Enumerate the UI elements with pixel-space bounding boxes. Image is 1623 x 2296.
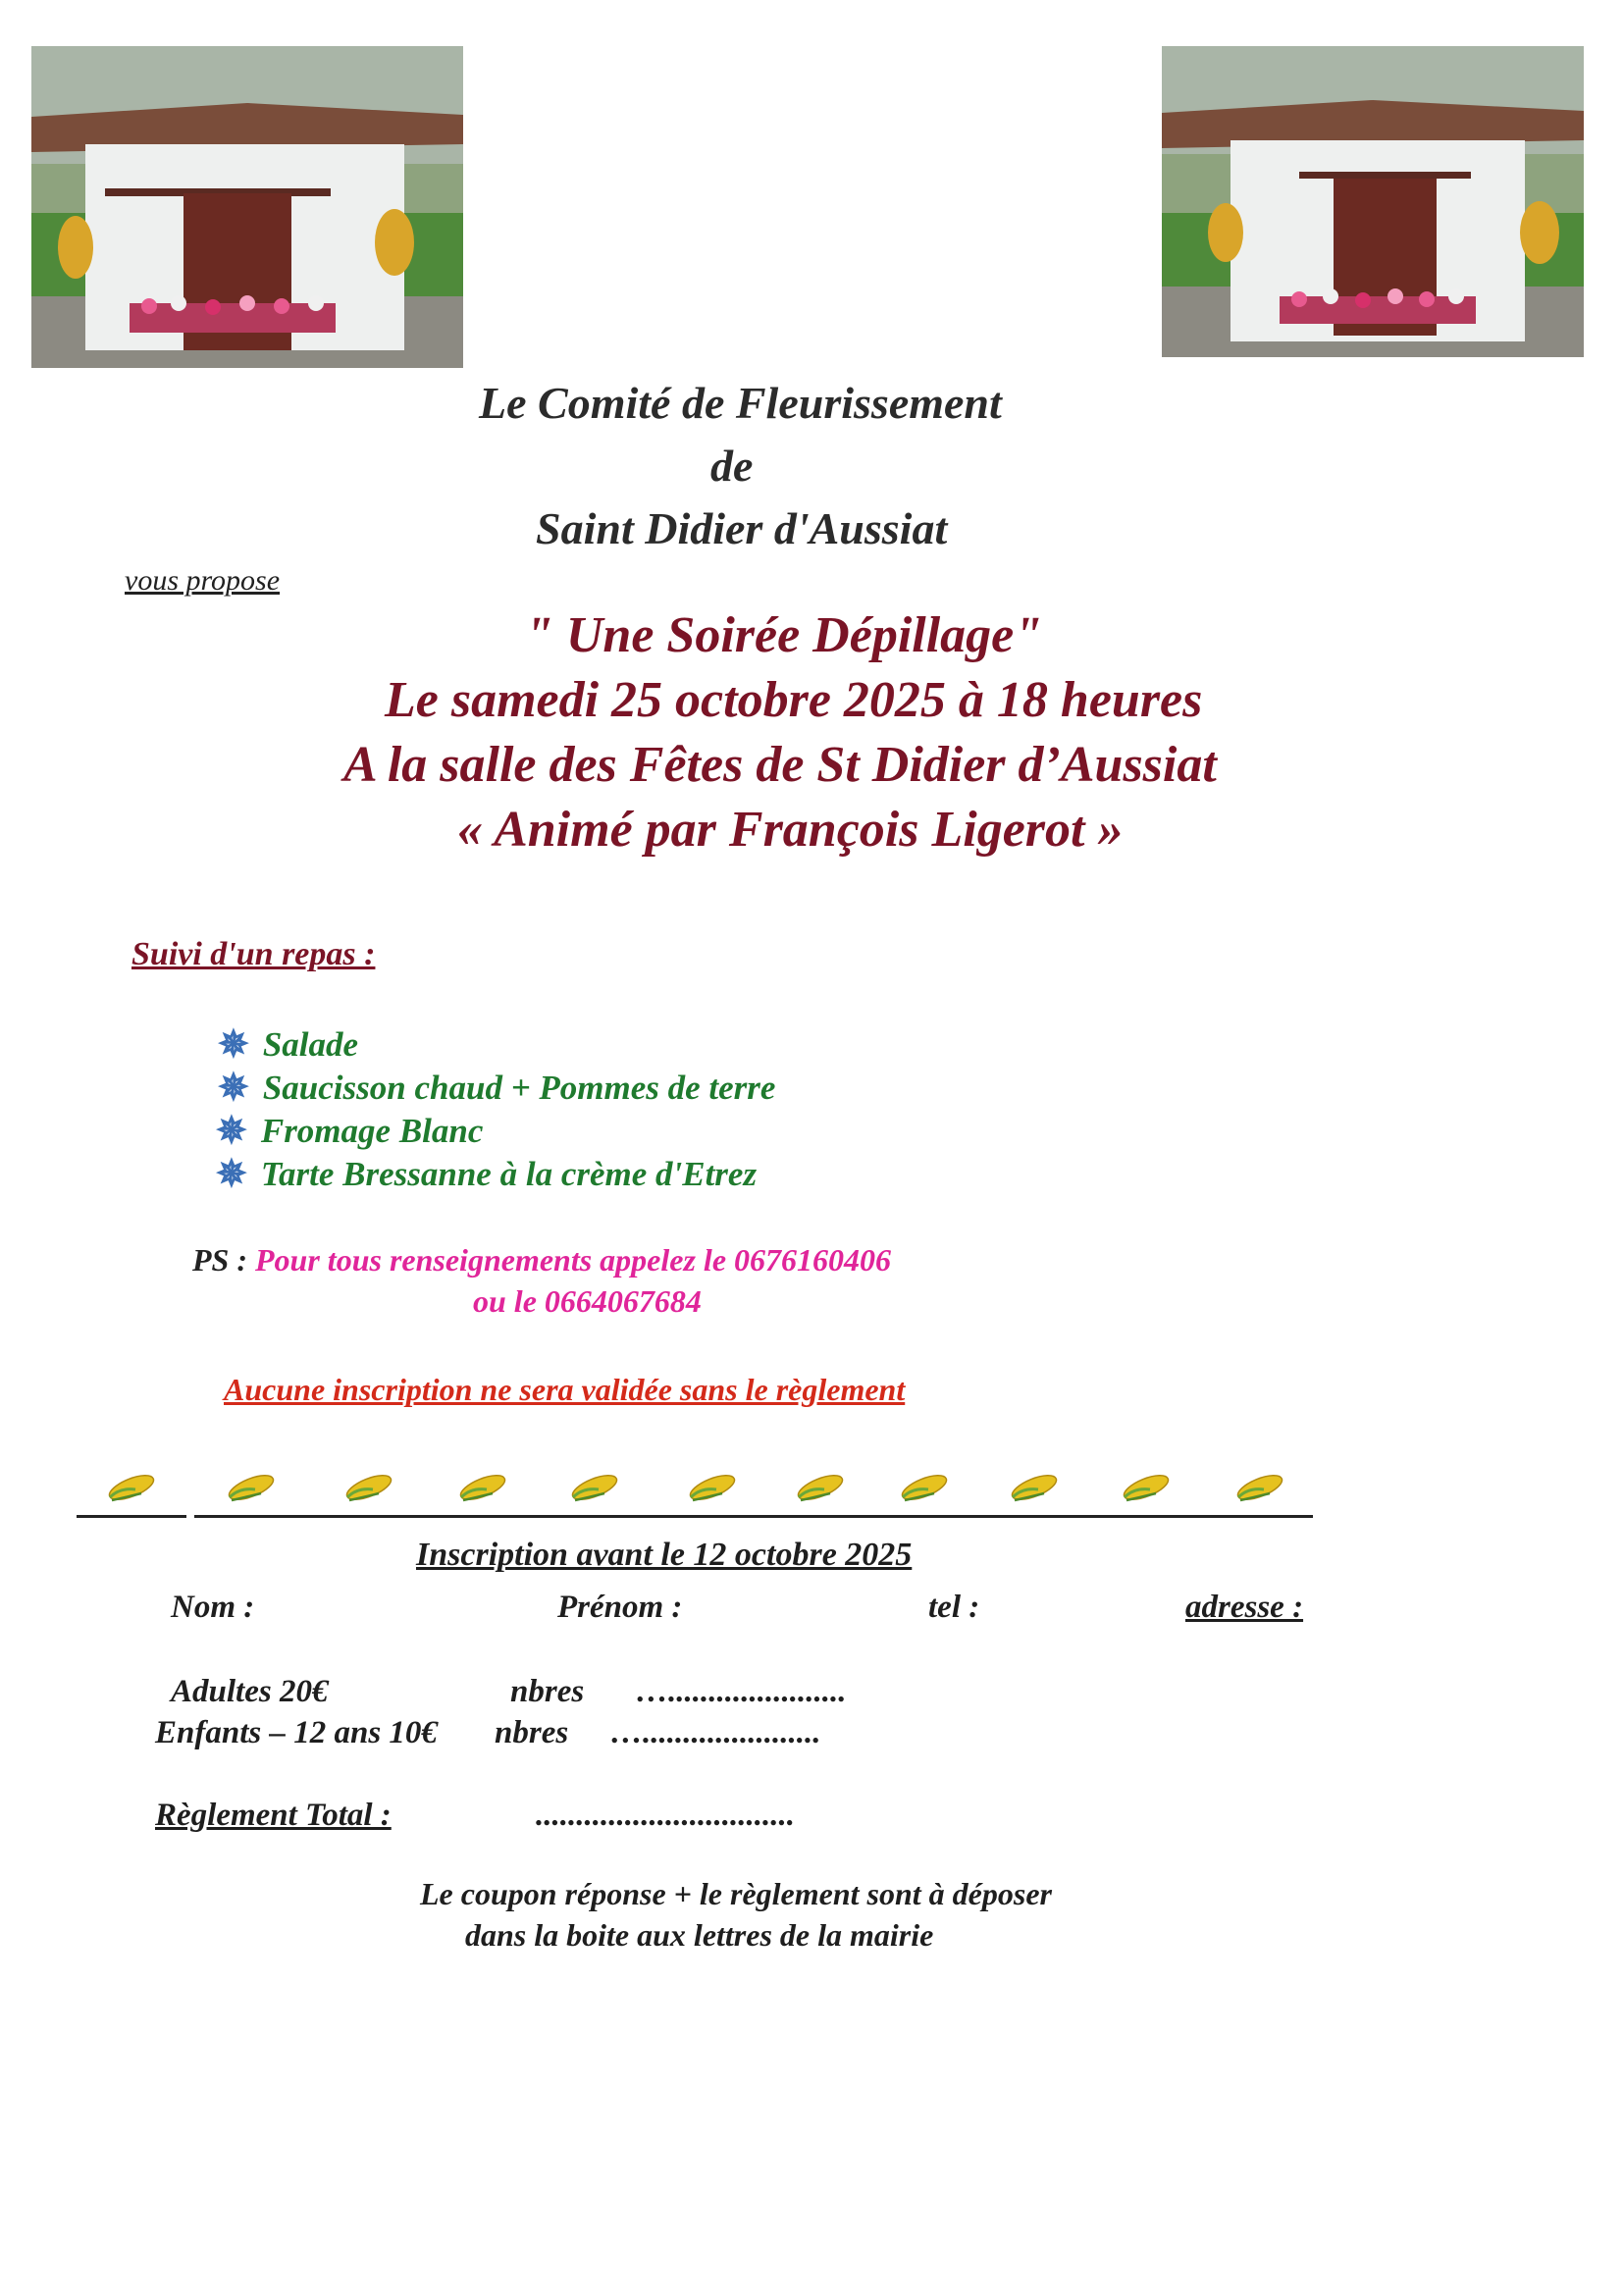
- corn-icon: [565, 1468, 622, 1512]
- menu-item: ✵ Saucisson chaud + Pommes de terre: [218, 1068, 776, 1109]
- corn-icon: [683, 1468, 740, 1512]
- event-venue: A la salle des Fêtes de St Didier d’Aussiat: [343, 737, 1217, 793]
- total-field[interactable]: ................................: [536, 1798, 795, 1833]
- event-host: « Animé par François Ligerot »: [457, 802, 1124, 858]
- corn-icon: [222, 1468, 279, 1512]
- corn-icon: [1005, 1468, 1062, 1512]
- corn-icon: [102, 1468, 159, 1512]
- header-line-3: Saint Didier d'Aussiat: [536, 503, 948, 553]
- corn-icon: [895, 1468, 952, 1512]
- corn-icon: [340, 1468, 396, 1512]
- field-nom[interactable]: Nom :: [171, 1590, 255, 1625]
- total-label: Règlement Total :: [155, 1798, 392, 1833]
- field-adresse[interactable]: adresse :: [1185, 1590, 1304, 1625]
- event-date: Le samedi 25 octobre 2025 à 18 heures: [385, 672, 1203, 728]
- warning-text: Aucune inscription ne sera validée sans le règlement: [224, 1372, 906, 1407]
- house-photo-left: [31, 46, 463, 368]
- star-icon: ✵: [216, 1111, 247, 1152]
- enfants-label: Enfants – 12 ans 10€: [155, 1715, 438, 1750]
- star-icon: ✵: [218, 1068, 249, 1109]
- footer-line-1: Le coupon réponse + le règlement sont à déposer: [420, 1876, 1052, 1911]
- coupon-heading: Inscription avant le 12 octobre 2025: [416, 1537, 913, 1573]
- footer-line-2: dans la boite aux lettres de la mairie: [465, 1917, 934, 1953]
- ps-line-2: ou le 0664067684: [473, 1283, 702, 1319]
- star-icon: ✵: [218, 1024, 249, 1066]
- enfants-nbres-label: nbres: [495, 1715, 569, 1750]
- corn-icon: [1230, 1468, 1287, 1512]
- adultes-nbres-label: nbres: [510, 1674, 585, 1709]
- corn-icon: [453, 1468, 510, 1512]
- field-tel[interactable]: tel :: [928, 1590, 980, 1625]
- house-photo-right: [1162, 46, 1584, 357]
- field-prenom[interactable]: Prénom :: [557, 1590, 683, 1625]
- ps-label: PS :: [192, 1242, 247, 1278]
- ps-line-1: [192, 1242, 891, 1278]
- header-line-1: Le Comité de Fleurissement: [479, 378, 1002, 428]
- menu-item: ✵ Salade: [218, 1024, 359, 1066]
- corn-icon: [1117, 1468, 1174, 1512]
- header-line-2: de: [710, 441, 754, 491]
- phone-info: Pour tous renseignements appelez le 0676160406: [255, 1242, 892, 1278]
- adultes-label: Adultes 20€: [171, 1674, 329, 1709]
- meal-heading: Suivi d'un repas :: [131, 936, 376, 972]
- separator-line-short: [77, 1515, 186, 1518]
- separator-line: [194, 1515, 1313, 1518]
- menu-item: ✵ Fromage Blanc: [216, 1111, 484, 1152]
- enfants-nbres-field[interactable]: …......................: [610, 1715, 821, 1750]
- adultes-nbres-field[interactable]: …......................: [636, 1674, 847, 1709]
- menu-item: ✵ Tarte Bressanne à la crème d'Etrez: [216, 1154, 758, 1195]
- event-name: " Une Soirée Dépillage": [525, 607, 1043, 663]
- intro-text: vous propose: [125, 564, 281, 597]
- corn-icon: [791, 1468, 848, 1512]
- star-icon: ✵: [216, 1154, 247, 1195]
